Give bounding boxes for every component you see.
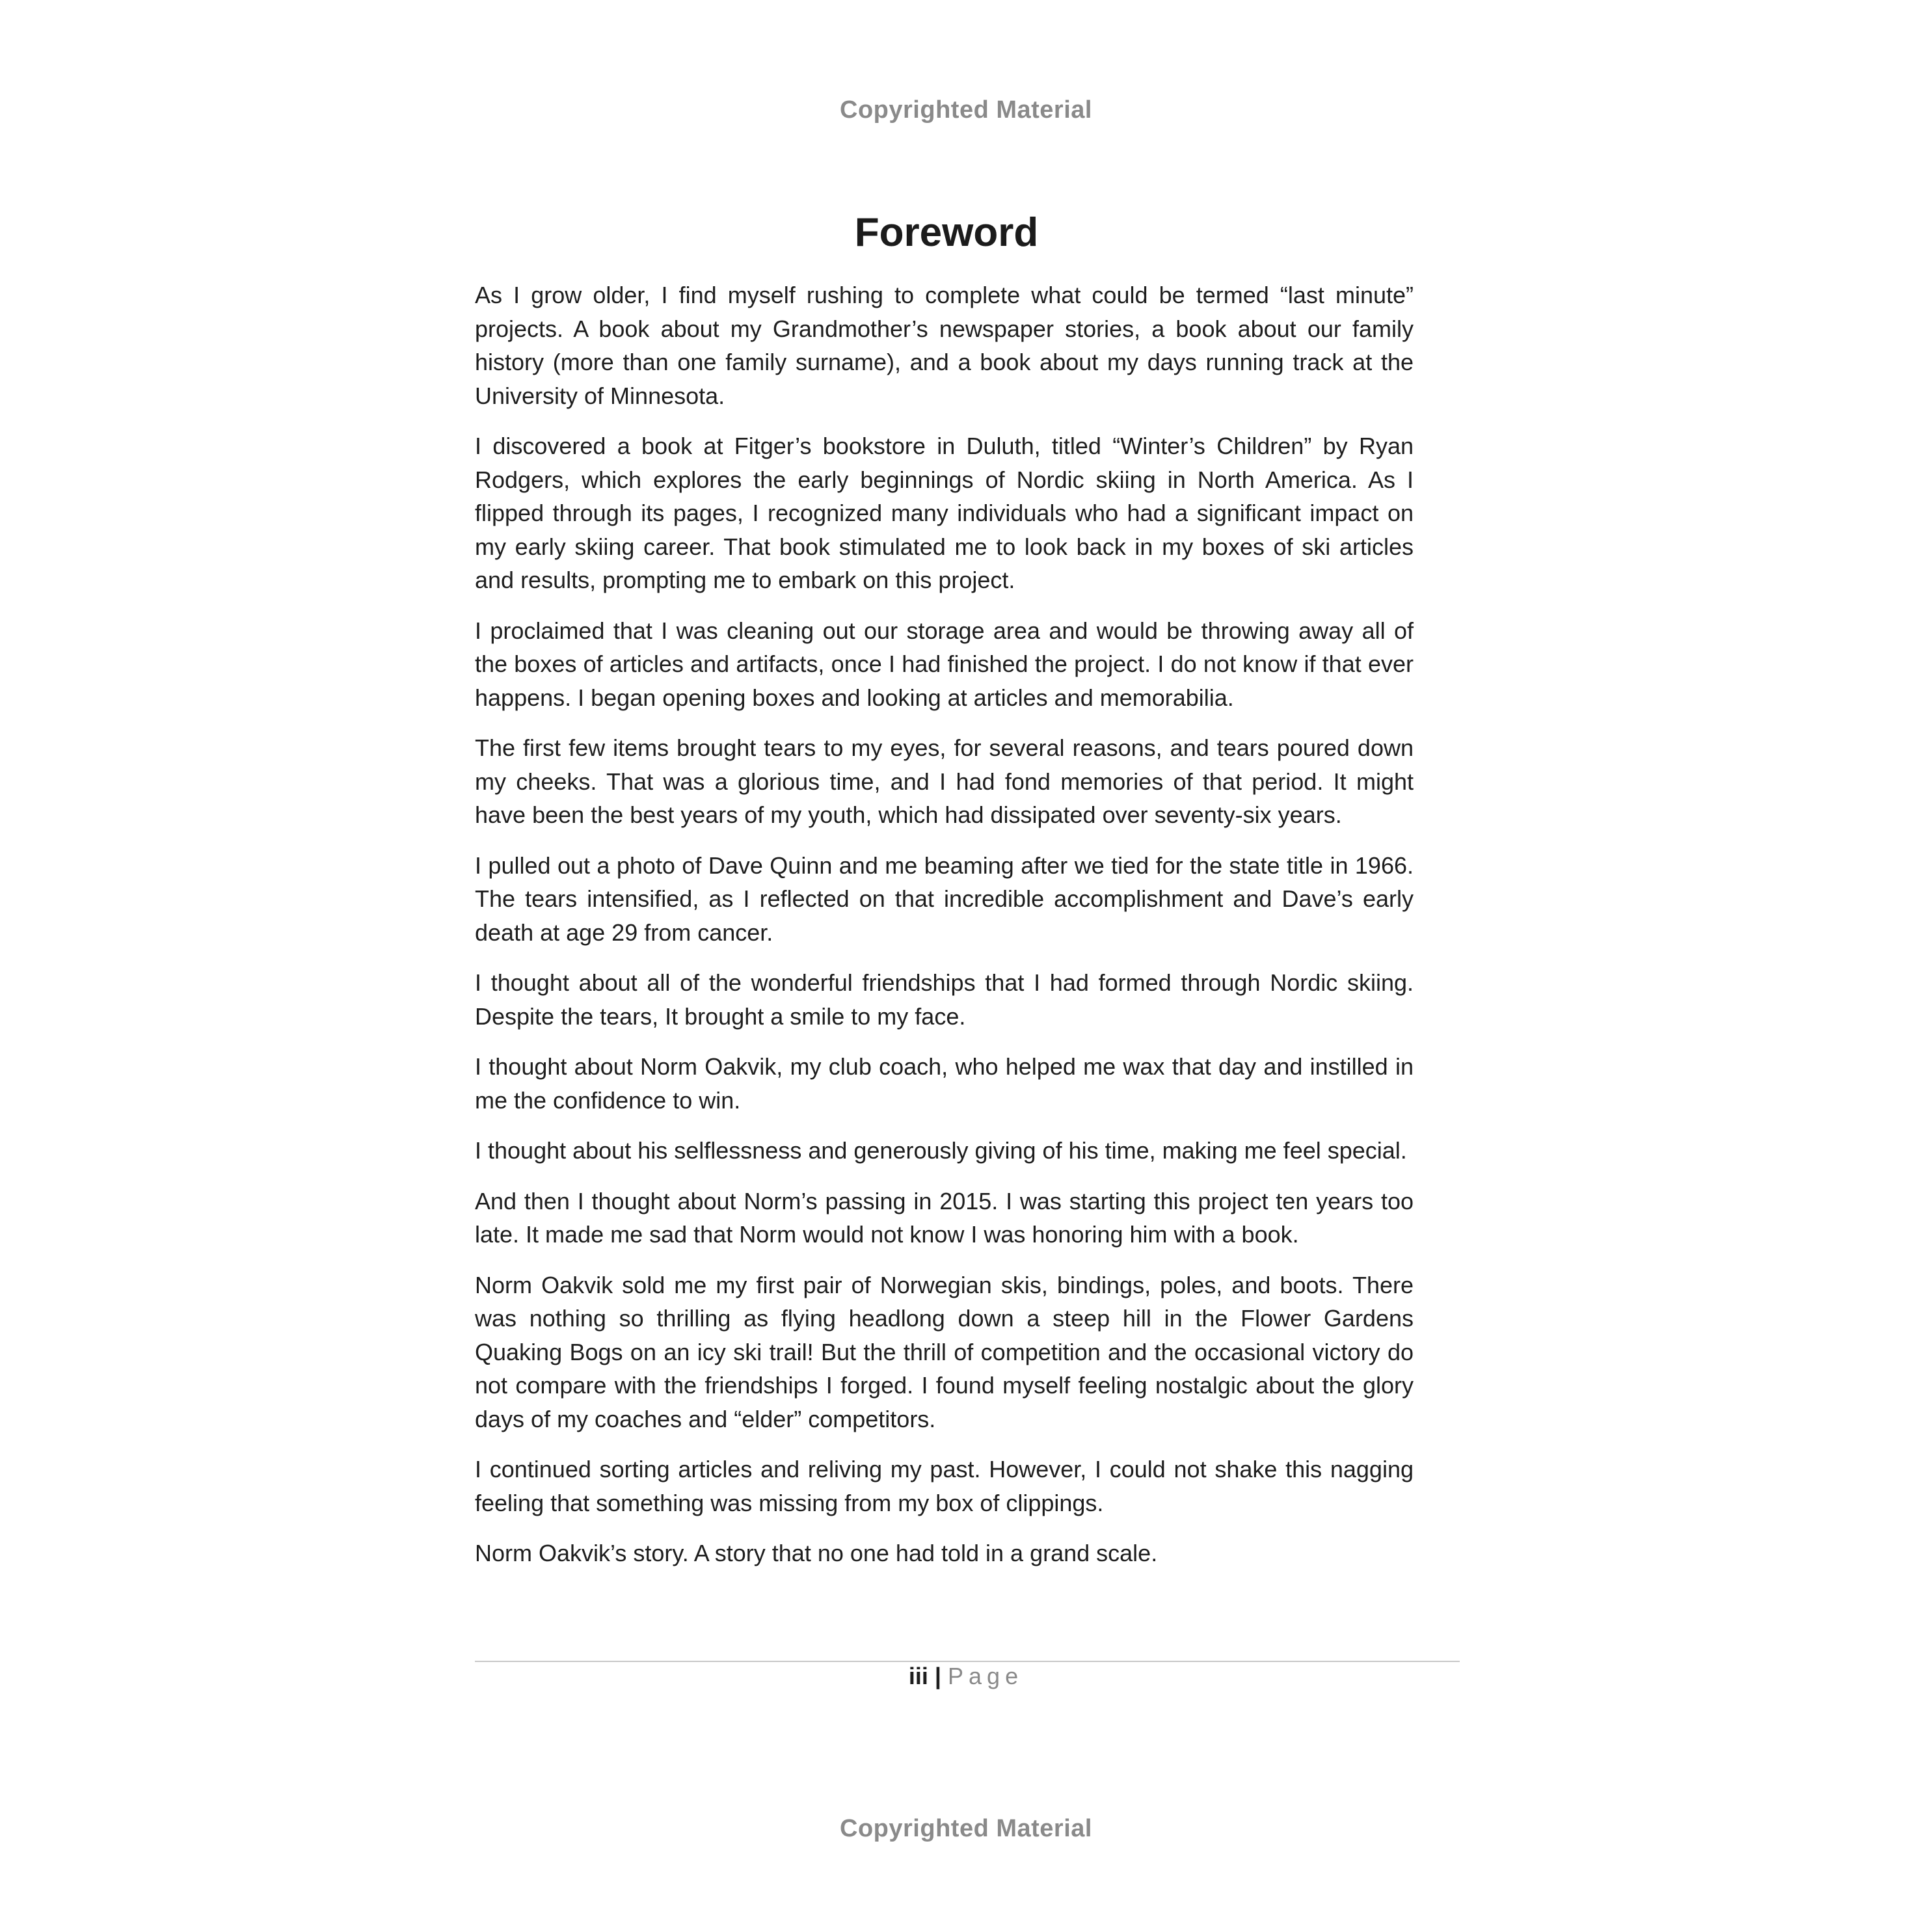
paragraph-9: And then I thought about Norm’s passing in 2015. I was starting this project ten years too late. It made me sad that Norm would not know I was honoring him with a book. [475,1187,1414,1248]
footer-divider [475,1661,1460,1662]
paragraph-2: I discovered a book at Fitger’s bookstore in Duluth, titled “Winter’s Children” by Ryan Rodgers, which explores the early beginnings of Nordic skiing in North America. As I flipped through its pages, I recognized many individuals who had a significant impact on my early skiing career. That book stimulated me to look back in my boxes of ski articles and results, prompting me to embark on this project. [475,433,1414,593]
paragraph-11: I continued sorting articles and reliving my past. However, I could not shake this nagging feeling that something was missing from my box of clippings. [475,1456,1414,1516]
paragraph-7: I thought about Norm Oakvik, my club coach, who helped me wax that day and instilled in me the confidence to win. [475,1053,1414,1114]
paragraph-10: Norm Oakvik sold me my first pair of Norwegian skis, bindings, poles, and boots. There was nothing so thrilling as flying headlong down a steep hill in the Flower Gardens Quaking Bogs on an icy ski trail! But the thrill of competition and the occasional victory do not compare with the friendships I forged. I found myself feeling nostalgic about the glory days of my coaches and “elder” competitors. [475,1271,1414,1432]
page-footer [0,1663,1932,1690]
paragraph-1: As I grow older, I find myself rushing to complete what could be termed “last minute” projects. A book about my Grandmother’s newspaper stories, a book about our family history (more than one family surname), and a book about my days running track at the University of Minnesota. [475,282,1414,409]
copyright-watermark-bottom: Copyrighted Material [840,1815,1092,1842]
page-separator: | [934,1663,941,1689]
page-title: Foreword [854,210,1039,255]
page-number: iii [908,1663,928,1689]
paragraph-6: I thought about all of the wonderful friendships that I had formed through Nordic skiing. Despite the tears, It brought a smile to my face. [475,969,1414,1030]
paragraph-3: I proclaimed that I was cleaning out our storage area and would be throwing away all of the boxes of articles and artifacts, once I had finished the project. I do not know if that ever happens. I began opening boxes and looking at articles and memorabilia. [475,617,1414,711]
copyright-watermark-top: Copyrighted Material [840,96,1092,124]
paragraph-12: Norm Oakvik’s story. A story that no one had told in a grand scale. [475,1540,1158,1566]
paragraph-5: I pulled out a photo of Dave Quinn and me beaming after we tied for the state title in 1966. The tears intensified, as I reflected on that incredible accomplishment and Dave’s early death at age 29 from cancer. [475,852,1414,946]
paragraph-4: The first few items brought tears to my eyes, for several reasons, and tears poured down my cheeks. That was a glorious time, and I had fond memories of that period. It might have been the best years of my youth, which had dissipated over seventy-six years. [475,734,1414,828]
paragraph-8: I thought about his selflessness and generously giving of his time, making me feel special. [475,1137,1407,1164]
page-label: Page [948,1663,1024,1689]
foreword-body [475,278,1414,1587]
